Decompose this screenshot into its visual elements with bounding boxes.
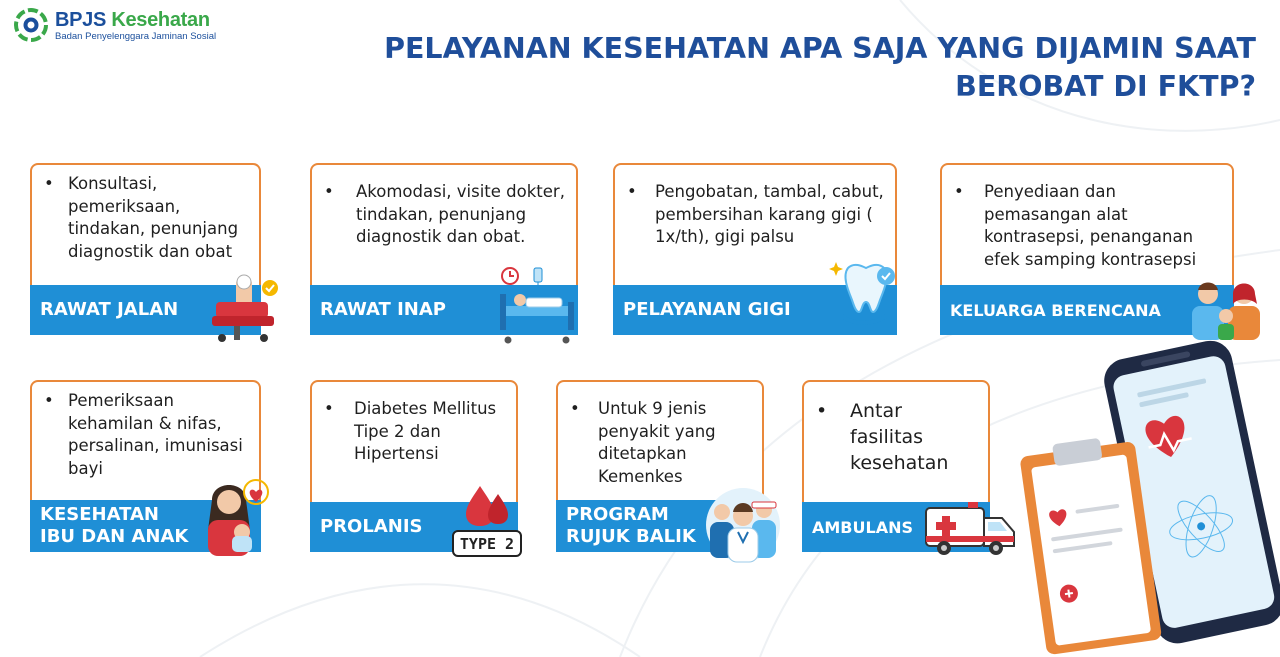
bullet: •: [570, 399, 580, 418]
card-description: Penyediaan dan pemasangan alat kontrasepsi, penanganan efek samping kontrasepsi: [984, 182, 1197, 269]
bpjs-logo-icon: [14, 8, 48, 42]
card-description: Untuk 9 jenis penyakit yang ditetapkan Kemenkes: [598, 399, 716, 486]
card-label: RAWAT INAP: [310, 285, 578, 335]
bullet: •: [44, 391, 54, 410]
type2-badge: TYPE 2: [452, 530, 522, 557]
logo-subtitle: Badan Penyelenggara Jaminan Sosial: [55, 30, 217, 42]
mother-baby-icon: [198, 478, 270, 556]
card-label: AMBULANS: [802, 502, 990, 552]
card-description: Antar fasilitas kesehatan: [850, 400, 949, 474]
phone-clipboard-illustration: [1020, 328, 1280, 657]
bullet: •: [324, 182, 334, 201]
bullet: •: [816, 400, 828, 422]
card-label: PELAYANAN GIGI: [613, 285, 897, 335]
card-description: Konsultasi, pemeriksaan, tindakan, penunjang diagnostik dan obat: [68, 174, 239, 261]
card-description: Akomodasi, visite dokter, tindakan, penunjang diagnostik dan obat.: [356, 182, 565, 246]
card-description: Diabetes Mellitus Tipe 2 dan Hipertensi: [354, 399, 497, 463]
logo-name: BPJS Kesehatan: [55, 8, 210, 31]
card-label: KELUARGA BERENCANA: [940, 285, 1234, 335]
bullet: •: [44, 174, 54, 193]
card-label: RAWAT JALAN: [30, 285, 261, 335]
card-label: KESEHATAN IBU DAN ANAK: [30, 500, 261, 552]
bullet: •: [627, 182, 637, 201]
tooth-care-icon: [828, 254, 904, 334]
medical-team-icon: [704, 486, 782, 564]
bullet: •: [954, 182, 964, 201]
card-description: Pemeriksaan kehamilan & nifas, persalinan, imunisasi bayi: [68, 391, 243, 478]
bullet: •: [324, 399, 334, 418]
bpjs-logo: [14, 8, 216, 42]
outpatient-chair-icon: [208, 272, 284, 348]
ambulance-icon: [924, 498, 1018, 558]
blood-drop-icon: [458, 482, 522, 528]
card-label: PROLANIS: [310, 502, 518, 552]
hospital-bed-icon: [496, 264, 580, 348]
page-title: PELAYANAN KESEHATAN APA SAJA YANG DIJAMIN SAAT BEROBAT DI FKTP?: [384, 32, 1256, 103]
card-description: Pengobatan, tambal, cabut, pembersihan karang gigi ( 1x/th), gigi palsu: [655, 182, 884, 246]
card-label: PROGRAM RUJUK BALIK: [556, 500, 764, 552]
